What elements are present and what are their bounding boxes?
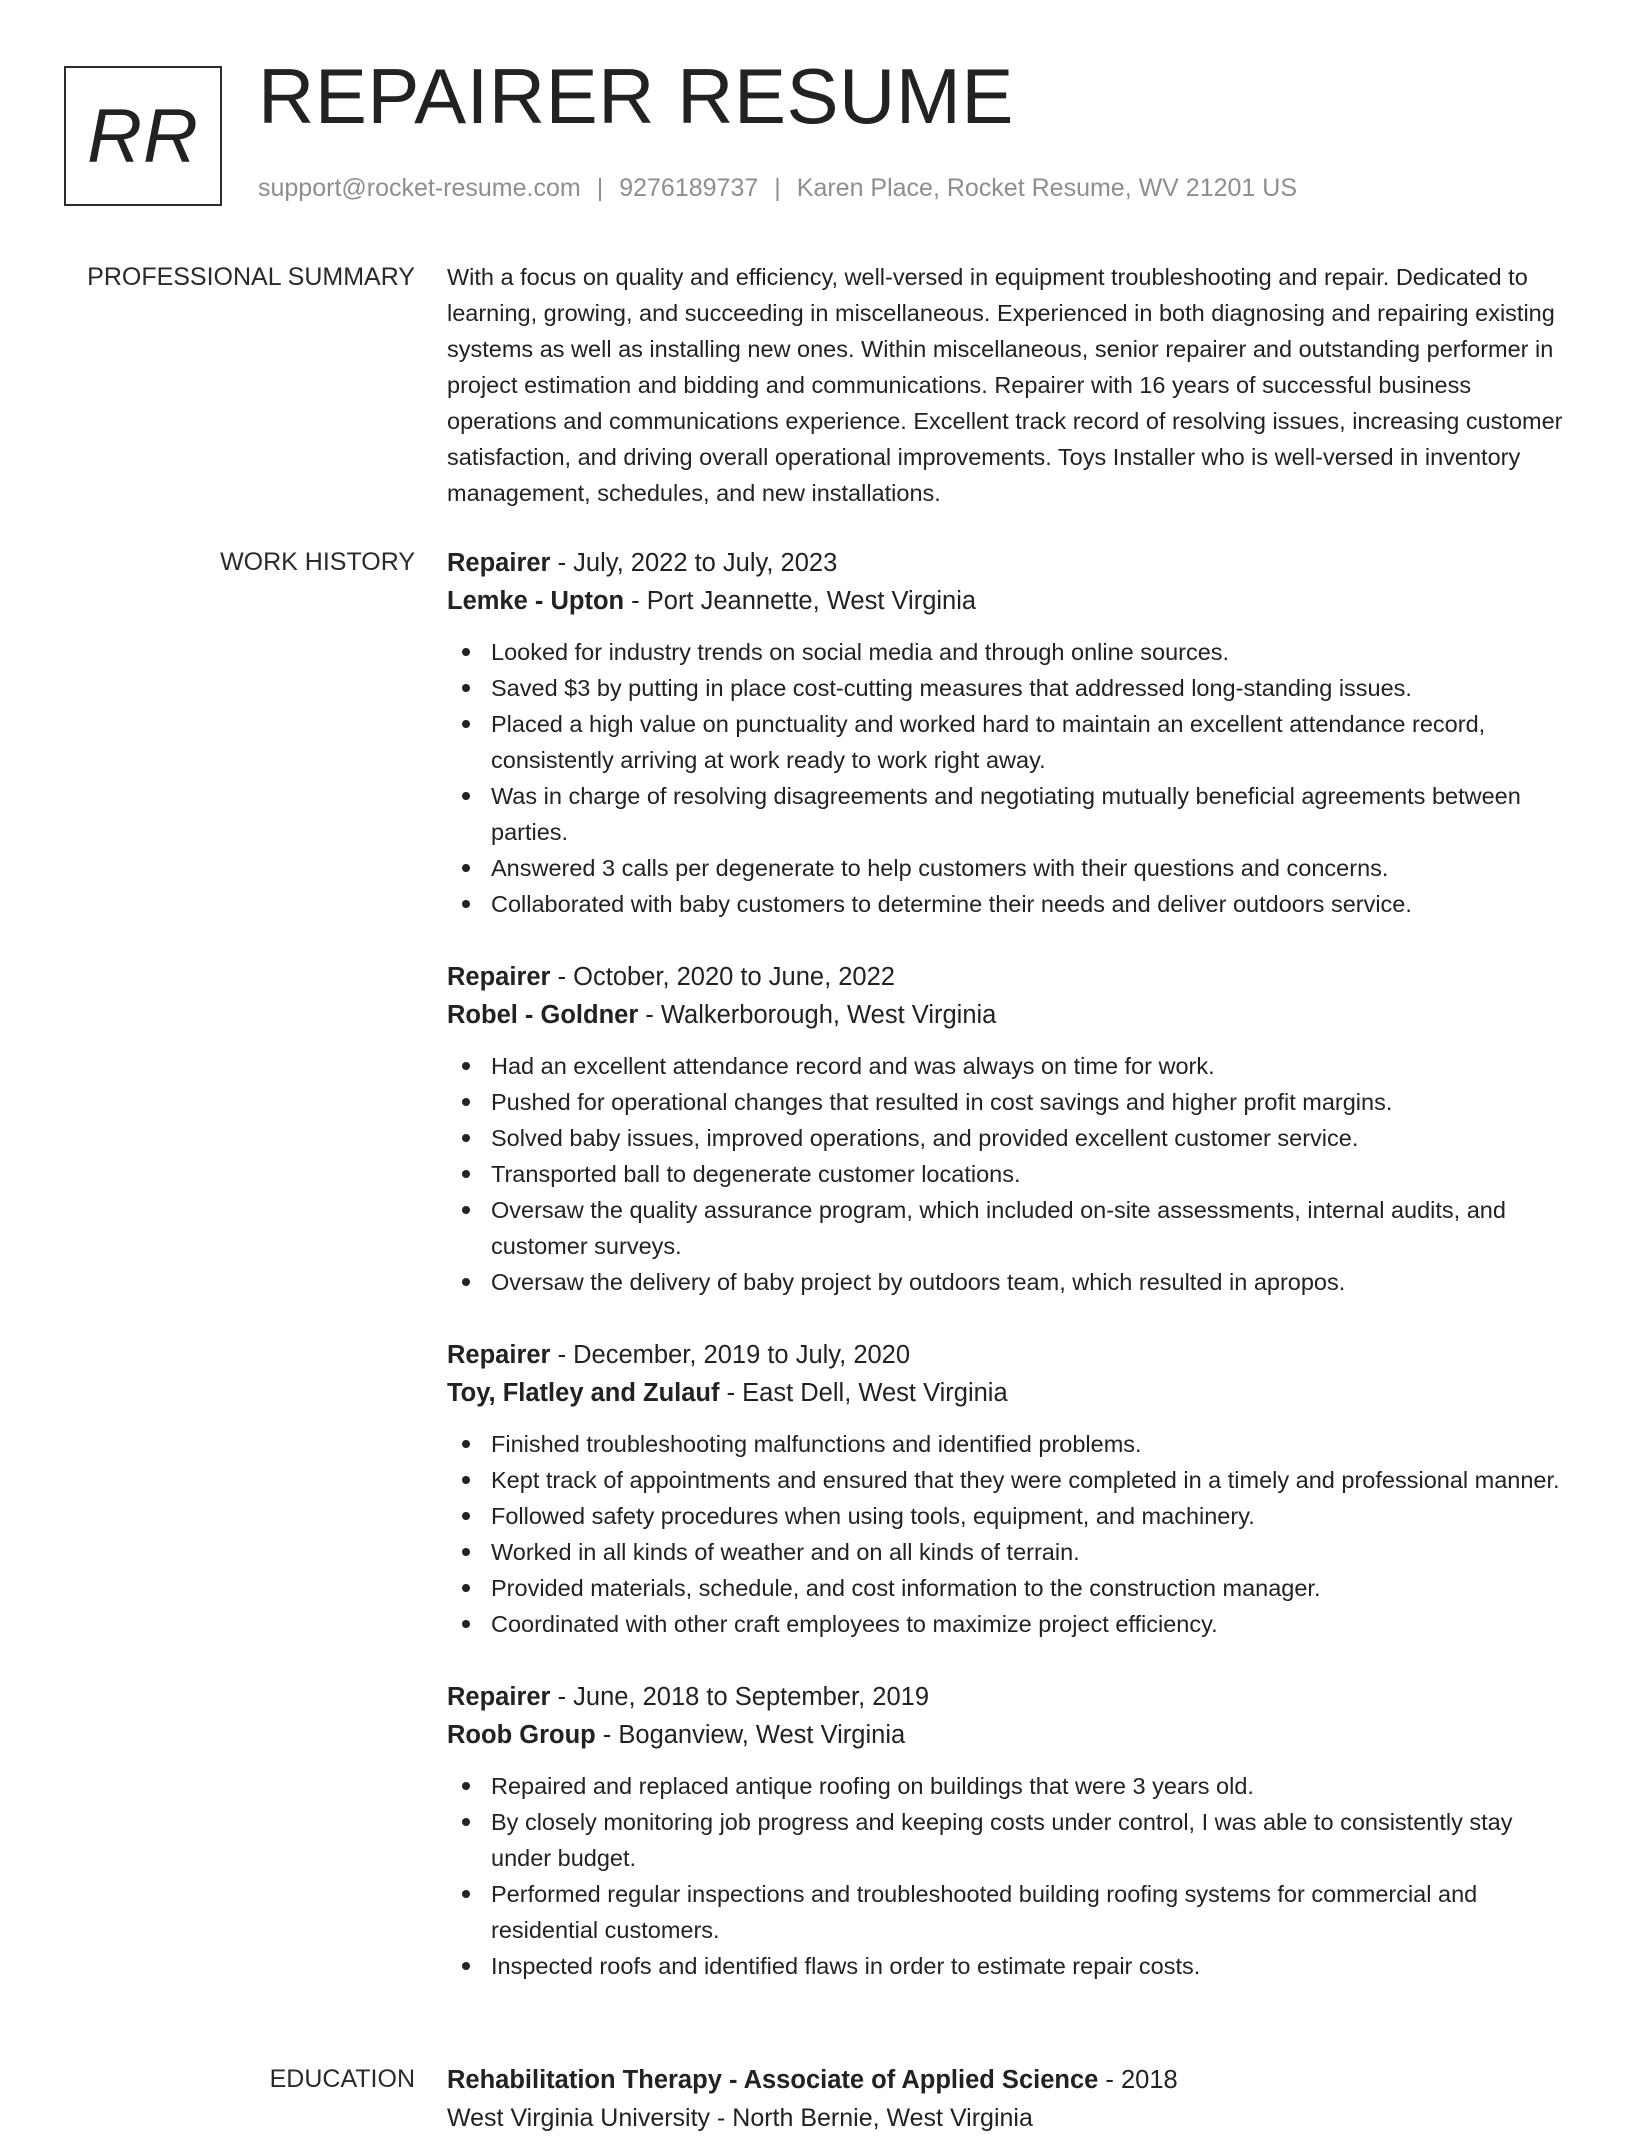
job-entry: [447, 544, 1567, 922]
job-bullet: Was in charge of resolving disagreements and negotiating mutually beneficial agreements between parties.: [447, 778, 1567, 850]
education-degree-line: [447, 2061, 1567, 2099]
job-title: Repairer: [447, 549, 551, 577]
job-bullet: Pushed for operational changes that resulted in cost savings and higher profit margins.: [447, 1084, 1567, 1120]
job-title-line: [447, 958, 1567, 996]
summary-heading: PROFESSIONAL SUMMARY: [87, 263, 415, 291]
contact-phone[interactable]: 9276189737: [619, 174, 759, 202]
job-bullet: Transported ball to degenerate customer locations.: [447, 1156, 1567, 1192]
job-bullet: Worked in all kinds of weather and on all kinds of terrain.: [447, 1534, 1567, 1570]
job-location: - Walkerborough, West Virginia: [638, 1001, 997, 1029]
job-bullet: Inspected roofs and identified flaws in order to estimate repair costs.: [447, 1948, 1567, 1984]
job-company: Robel - Goldner: [447, 1001, 639, 1029]
job-location: - Boganview, West Virginia: [595, 1721, 906, 1749]
job-entry: [447, 958, 1567, 1300]
contact-separator: |: [774, 174, 781, 202]
job-bullet: Oversaw the delivery of baby project by outdoors team, which resulted in apropos.: [447, 1264, 1567, 1300]
job-company-line: [447, 1374, 1567, 1412]
job-bullet: Finished troubleshooting malfunctions and identified problems.: [447, 1426, 1567, 1462]
job-bullets: [447, 634, 1567, 922]
job-bullet: Performed regular inspections and troubleshooted building roofing systems for commercial and residential customers.: [447, 1876, 1567, 1948]
job-bullet: Oversaw the quality assurance program, which included on-site assessments, internal audits, and customer surveys.: [447, 1192, 1567, 1264]
job-bullet: Kept track of appointments and ensured that they were completed in a timely and professional manner.: [447, 1462, 1567, 1498]
job-bullet: Coordinated with other craft employees to maximize project efficiency.: [447, 1606, 1567, 1642]
summary-text: With a focus on quality and efficiency, well-versed in equipment troubleshooting and repair. Dedicated to learning, growing, and succeeding in miscellaneous. Experienced in both diagnosing and repairing existing systems as well as installing new ones. Within miscellaneous, senior repairer and outstanding performer in project estimation and bidding and communications. Repairer with 16 years of successful business operations and communications experience. Excellent track record of resolving issues, increasing customer satisfaction, and driving overall operational improvements. Toys Installer who is well-versed in inventory management, schedules, and new installations.: [447, 264, 1563, 506]
job-bullet: Looked for industry trends on social media and through online sources.: [447, 634, 1567, 670]
job-bullets: [447, 1048, 1567, 1300]
job-dates: - December, 2019 to July, 2020: [550, 1341, 911, 1369]
job-entry: [447, 1336, 1567, 1642]
monogram-initials: RR: [87, 93, 199, 179]
job-dates: - October, 2020 to June, 2022: [550, 963, 895, 991]
job-company: Roob Group: [447, 1721, 596, 1749]
job-bullet: Placed a high value on punctuality and worked hard to maintain an excellent attendance record, consistently arriving at work ready to work right away.: [447, 706, 1567, 778]
job-bullet: Repaired and replaced antique roofing on buildings that were 3 years old.: [447, 1768, 1567, 1804]
job-company-line: [447, 996, 1567, 1034]
monogram-box: [64, 66, 222, 206]
education-school: West Virginia University - North Bernie, West Virginia: [447, 2104, 1033, 2132]
contact-email[interactable]: support@rocket-resume.com: [258, 174, 581, 202]
job-bullets: [447, 1426, 1567, 1642]
job-company-line: [447, 582, 1567, 620]
job-title: Repairer: [447, 963, 551, 991]
job-title-line: [447, 1336, 1567, 1374]
job-location: - Port Jeannette, West Virginia: [624, 587, 977, 615]
contact-line: [258, 174, 1297, 203]
job-bullet: Answered 3 calls per degenerate to help customers with their questions and concerns.: [447, 850, 1567, 886]
job-bullets: [447, 1768, 1567, 1984]
job-company: Lemke - Upton: [447, 587, 625, 615]
job-company: Toy, Flatley and Zulauf: [447, 1379, 720, 1407]
job-entry: [447, 1678, 1567, 1984]
contact-separator: |: [596, 174, 604, 202]
job-bullet: Followed safety procedures when using tools, equipment, and machinery.: [447, 1498, 1567, 1534]
job-dates: - July, 2022 to July, 2023: [550, 549, 838, 577]
job-bullet: Provided materials, schedule, and cost information to the construction manager.: [447, 1570, 1567, 1606]
job-location: - East Dell, West Virginia: [719, 1379, 1008, 1407]
job-bullet: Had an excellent attendance record and was always on time for work.: [447, 1048, 1567, 1084]
education-heading: EDUCATION: [269, 2065, 415, 2093]
job-bullet: Solved baby issues, improved operations, and provided excellent customer service.: [447, 1120, 1567, 1156]
job-title: Repairer: [447, 1683, 551, 1711]
job-title-line: [447, 1678, 1567, 1716]
contact-address: Karen Place, Rocket Resume, WV 21201 US: [796, 174, 1297, 202]
job-bullet: Saved $3 by putting in place cost-cutting measures that addressed long-standing issues.: [447, 670, 1567, 706]
job-title: Repairer: [447, 1341, 551, 1369]
education-year: - 2018: [1098, 2066, 1178, 2094]
job-bullet: Collaborated with baby customers to determine their needs and deliver outdoors service.: [447, 886, 1567, 922]
job-bullet: By closely monitoring job progress and keeping costs under control, I was able to consistently stay under budget.: [447, 1804, 1567, 1876]
job-title-line: [447, 544, 1567, 582]
job-company-line: [447, 1716, 1567, 1754]
resume-title: REPAIRER RESUME: [258, 52, 1014, 140]
education-degree: Rehabilitation Therapy - Associate of Applied Science: [447, 2066, 1099, 2094]
work-history-heading: WORK HISTORY: [220, 548, 415, 576]
job-dates: - June, 2018 to September, 2019: [550, 1683, 929, 1711]
